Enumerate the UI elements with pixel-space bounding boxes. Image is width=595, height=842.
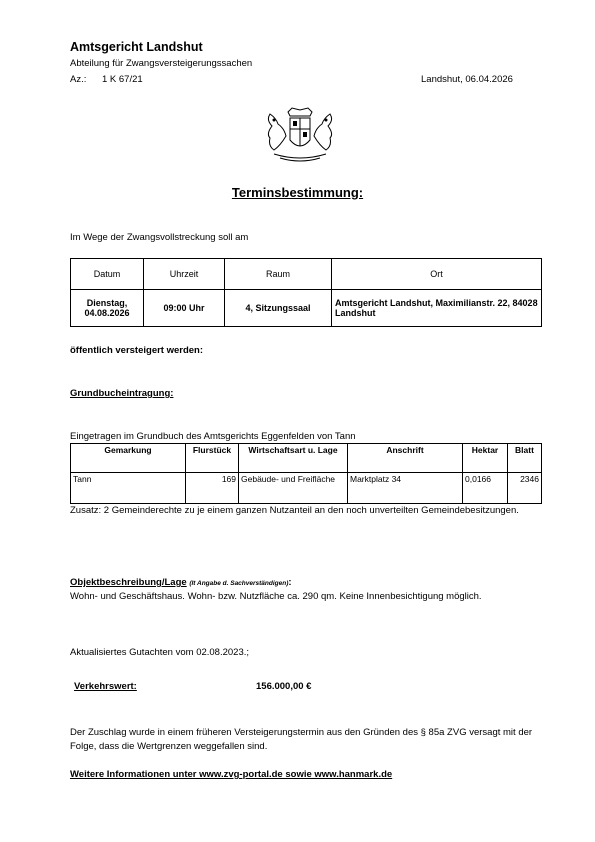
time-cell: 09:00 Uhr	[144, 290, 225, 327]
date-cell	[71, 290, 144, 327]
cell-parcel: 169	[186, 473, 239, 504]
header-place: Ort	[332, 259, 542, 290]
appraisal-text: Aktualisiertes Gutachten vom 02.08.2023.;	[70, 647, 250, 658]
header-sheet: Blatt	[508, 444, 542, 473]
object-heading-note: (lt Angabe d. Sachverständigen)	[189, 580, 289, 587]
date-value: 04.08.2026	[84, 308, 130, 318]
market-value: 156.000,00 €	[256, 681, 312, 692]
land-row	[71, 473, 542, 504]
header-usage: Wirtschaftsart u. Lage	[239, 444, 348, 473]
schedule-header-row	[71, 259, 542, 290]
land-register-intro: Eingetragen im Grundbuch des Amtsgerichts Eggenfelden von Tann	[70, 431, 356, 442]
header-hectare: Hektar	[463, 444, 508, 473]
room-cell: 4, Sitzungssaal	[225, 290, 332, 327]
market-value-label: Verkehrswert:	[74, 681, 137, 692]
court-name: Amtsgericht Landshut	[70, 40, 203, 54]
object-description: Wohn- und Geschäftshaus. Wohn- bzw. Nutzfläche ca. 290 qm. Keine Innenbesichtigung möglich.	[70, 591, 482, 602]
land-register-heading: Grundbucheintragung:	[70, 388, 174, 399]
cell-district: Tann	[71, 473, 186, 504]
object-heading-colon: :	[288, 577, 292, 588]
header-address: Anschrift	[348, 444, 463, 473]
header-parcel: Flurstück	[186, 444, 239, 473]
case-number: 1 K 67/21	[102, 74, 143, 85]
header-district: Gemarkung	[71, 444, 186, 473]
schedule-row	[71, 290, 542, 327]
notice-text: Der Zuschlag wurde in einem früheren Versteigerungstermin aus den Gründen des § 85a ZVG versagt mit der Folge, dass die Wertgrenzen weggefallen sind.	[70, 727, 533, 752]
header-room: Raum	[225, 259, 332, 290]
page-title: Terminsbestimmung:	[231, 185, 364, 200]
place-date: Landshut, 06.04.2026	[421, 74, 513, 85]
land-register-table	[70, 443, 542, 504]
auction-text: öffentlich versteigert werden:	[70, 345, 204, 356]
schedule-table	[70, 258, 542, 327]
cell-hectare: 0,0166	[463, 473, 508, 504]
date-weekday: Dienstag,	[86, 298, 128, 308]
place-cell: Amtsgericht Landshut, Maximilianstr. 22, 84028 Landshut	[332, 290, 542, 327]
department: Abteilung für Zwangsversteigerungssachen	[70, 58, 253, 69]
header-date: Datum	[71, 259, 144, 290]
cell-sheet: 2346	[508, 473, 542, 504]
more-info-link[interactable]: Weitere Informationen unter www.zvg-portal.de sowie www.hanmark.de	[70, 769, 393, 780]
addition-text: Zusatz: 2 Gemeinderechte zu je einem ganzen Nutzanteil an den noch unverteilten Gemeindebesitzungen.	[70, 505, 519, 516]
land-header-row	[71, 444, 542, 473]
object-heading-label: Objektbeschreibung/Lage	[70, 577, 187, 588]
cell-address: Marktplatz 34	[348, 473, 463, 504]
cell-usage: Gebäude- und Freifläche	[239, 473, 348, 504]
coat-of-arms-icon	[260, 106, 340, 164]
intro-text: Im Wege der Zwangsvollstreckung soll am	[70, 232, 249, 243]
case-number-label: Az.:	[70, 74, 87, 85]
header-time: Uhrzeit	[144, 259, 225, 290]
object-heading	[70, 576, 292, 591]
